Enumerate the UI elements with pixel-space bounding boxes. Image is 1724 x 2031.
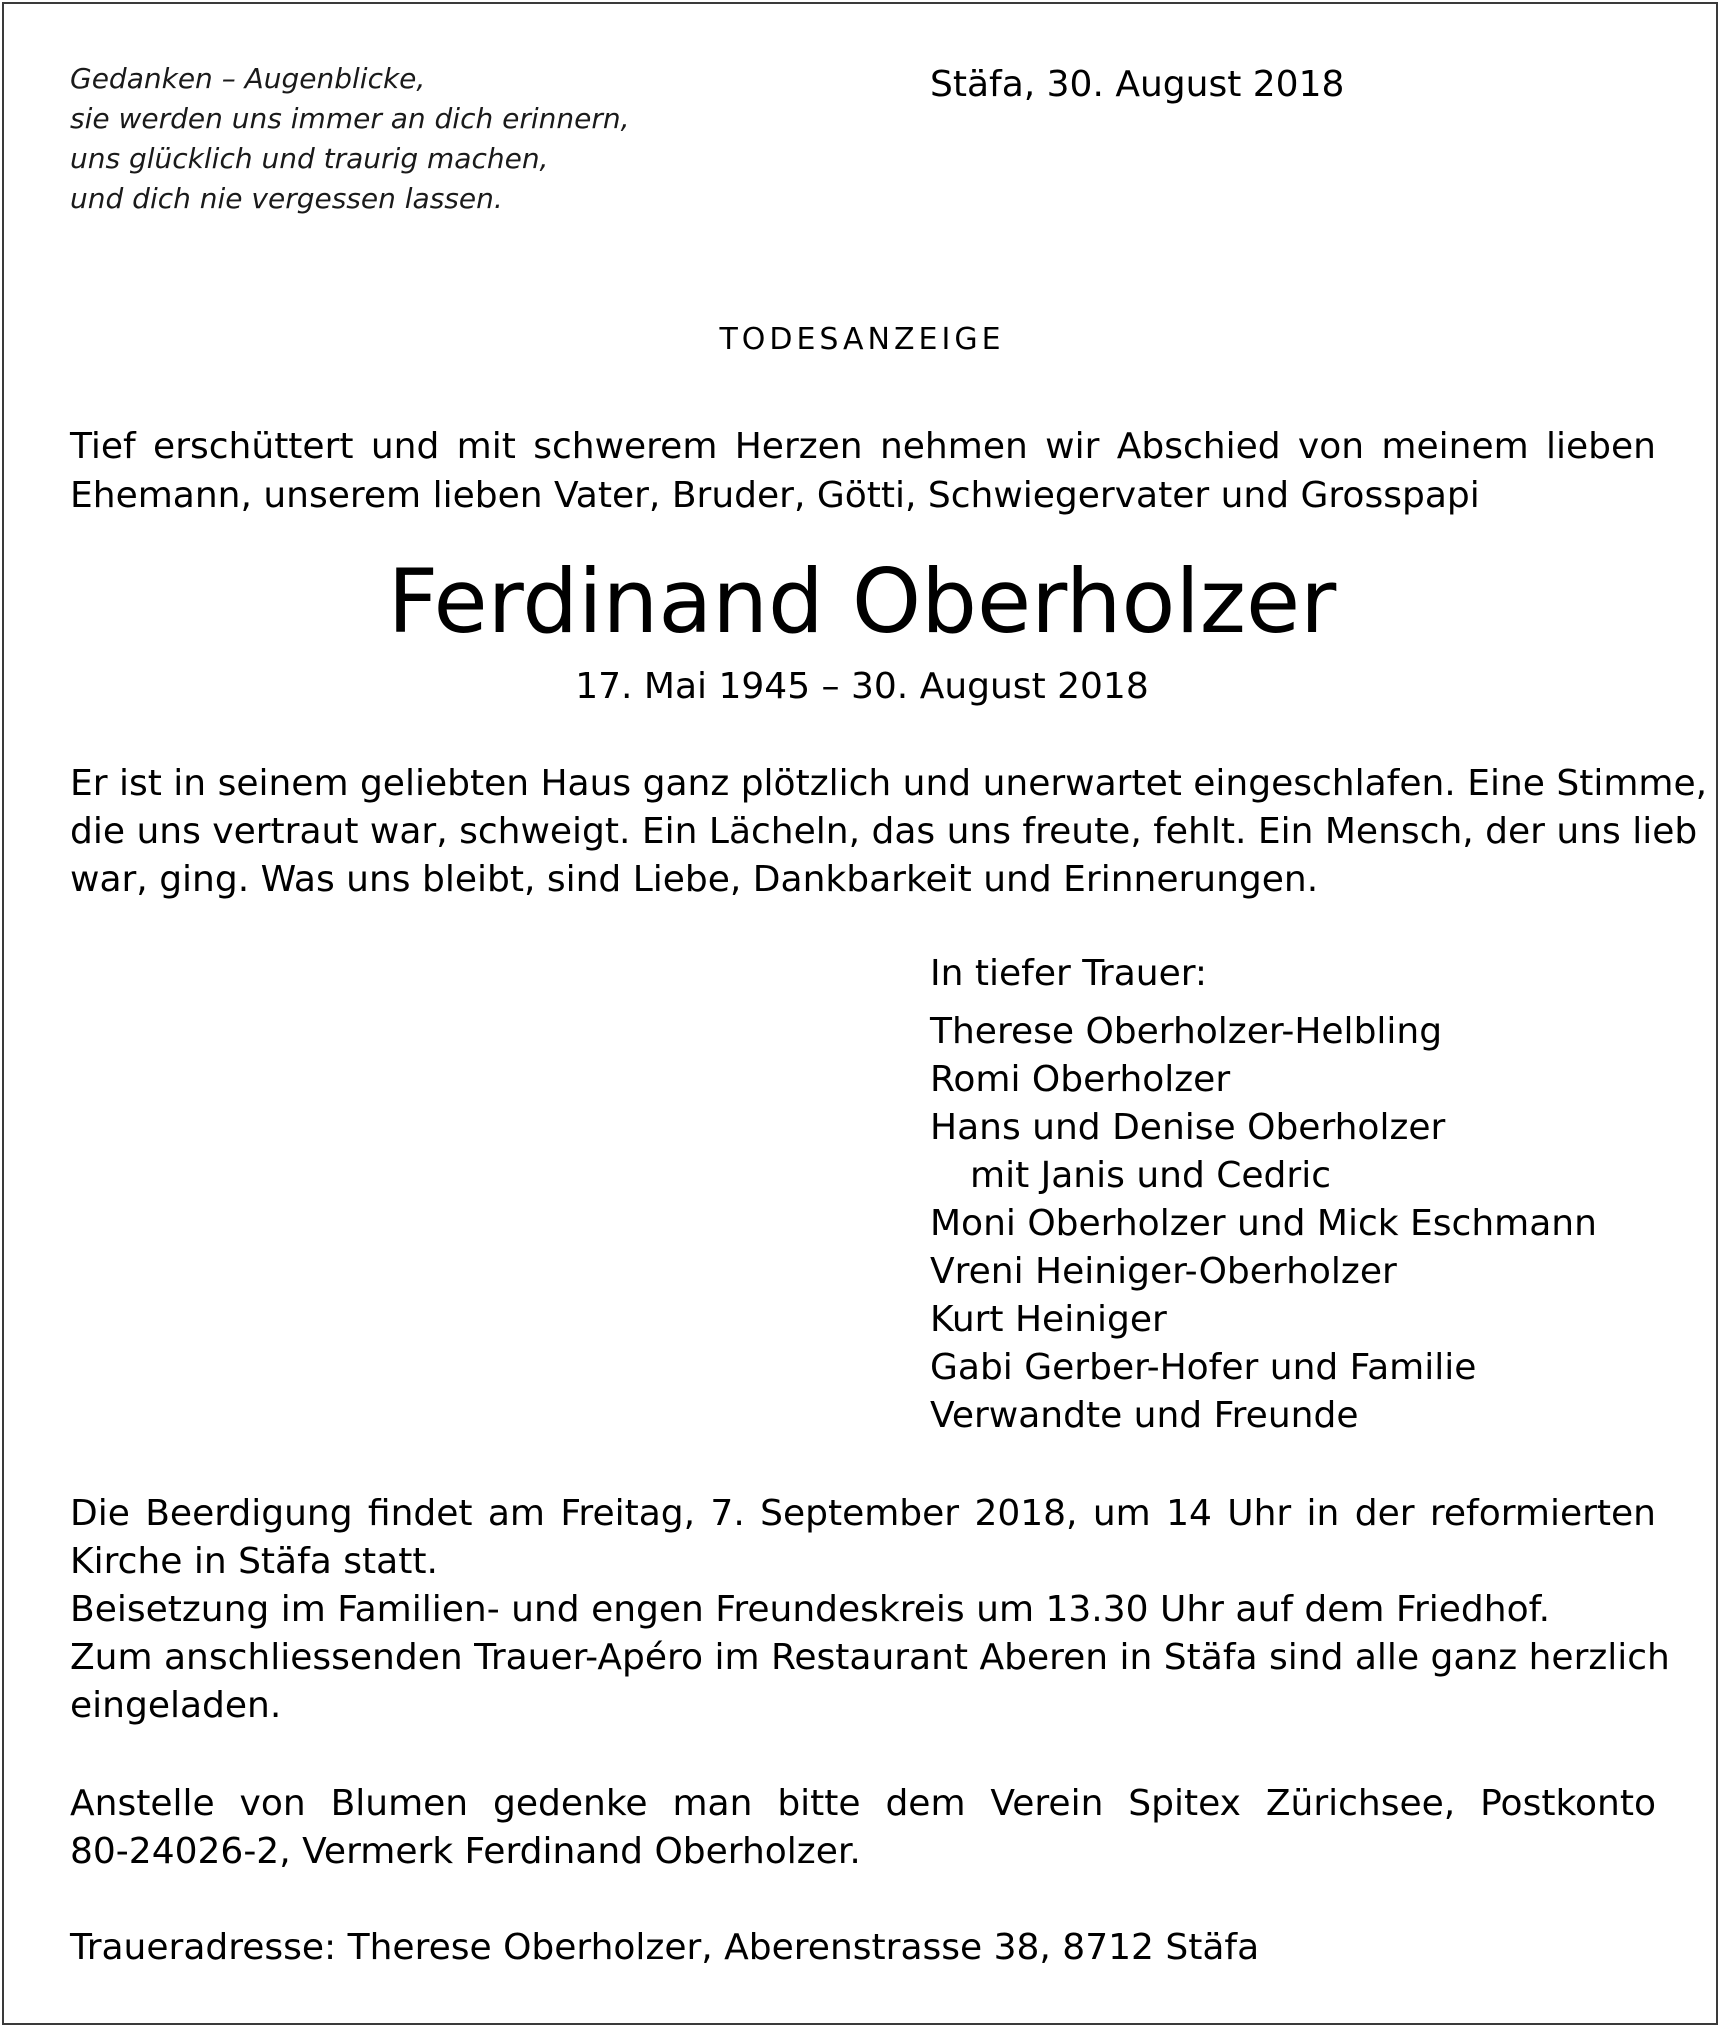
poem-line: uns glücklich und traurig machen, bbox=[70, 142, 549, 175]
mourner-name: Romi Oberholzer bbox=[930, 1059, 1231, 1100]
mourner-name: Gabi Gerber-Hofer und Familie bbox=[930, 1347, 1477, 1388]
mourners-heading: In tiefer Trauer: bbox=[930, 953, 1208, 994]
donation-line: Anstelle von Blumen gedenke man bitte dem Verein Spitex Zürichsee, Postkonto bbox=[70, 1783, 1656, 1824]
funeral-line: Zum anschliessenden Trauer-Apéro im Restaurant Aberen in Stäfa sind alle ganz herzlich bbox=[70, 1637, 1670, 1678]
message-line: Er ist in seinem geliebten Haus ganz plötzlich und unerwartet eingeschlafen. Eine Stimme, bbox=[70, 763, 1708, 804]
intro-line: Ehemann, unserem lieben Vater, Bruder, Götti, Schwiegervater und Grosspapi bbox=[70, 475, 1480, 516]
poem bbox=[70, 59, 630, 219]
funeral-line: Kirche in Stäfa statt. bbox=[70, 1541, 438, 1582]
mourner-name: Hans und Denise Oberholzer bbox=[930, 1107, 1446, 1148]
mourners-list bbox=[930, 950, 1597, 1440]
funeral-line: eingeladen. bbox=[70, 1685, 282, 1726]
funeral-info bbox=[70, 1490, 1670, 1730]
mourner-name: Vreni Heiniger-Oberholzer bbox=[930, 1251, 1397, 1292]
poem-line: sie werden uns immer an dich erinnern, bbox=[70, 102, 630, 135]
deceased-name: Ferdinand Oberholzer bbox=[387, 550, 1337, 653]
donation-line: 80-24026-2, Vermerk Ferdinand Oberholzer. bbox=[70, 1831, 861, 1872]
message-line: war, ging. Was uns bleibt, sind Liebe, Dankbarkeit und Erinnerungen. bbox=[70, 859, 1319, 900]
mourner-name: Kurt Heiniger bbox=[930, 1299, 1167, 1340]
message-text bbox=[70, 760, 1708, 904]
mourner-name: Verwandte und Freunde bbox=[930, 1395, 1359, 1436]
poem-line: Gedanken – Augenblicke, bbox=[70, 62, 426, 95]
mourning-address: Traueradresse: Therese Oberholzer, Aberenstrasse 38, 8712 Stäfa bbox=[70, 1927, 1260, 1968]
intro-line: Tief erschüttert und mit schwerem Herzen nehmen wir Abschied von meinem lieben bbox=[70, 426, 1656, 467]
mourner-name: Moni Oberholzer und Mick Eschmann bbox=[930, 1203, 1597, 1244]
donation-info bbox=[70, 1780, 1656, 1876]
poem-line: und dich nie vergessen lassen. bbox=[70, 182, 503, 215]
funeral-line: Die Beerdigung findet am Freitag, 7. September 2018, um 14 Uhr in der reformierten bbox=[70, 1493, 1656, 1534]
place-date: Stäfa, 30. August 2018 bbox=[930, 64, 1345, 105]
mourner-name: mit Janis und Cedric bbox=[970, 1155, 1331, 1196]
funeral-line: Beisetzung im Familien- und engen Freundeskreis um 13.30 Uhr auf dem Friedhof. bbox=[70, 1589, 1551, 1630]
message-line: die uns vertraut war, schweigt. Ein Lächeln, das uns freute, fehlt. Ein Mensch, der uns lieb bbox=[70, 811, 1698, 852]
life-dates: 17. Mai 1945 – 30. August 2018 bbox=[575, 666, 1149, 707]
mourner-name: Therese Oberholzer-Helbling bbox=[930, 1011, 1443, 1052]
notice-heading: TODESANZEIGE bbox=[719, 322, 1005, 357]
intro-text bbox=[70, 422, 1656, 520]
